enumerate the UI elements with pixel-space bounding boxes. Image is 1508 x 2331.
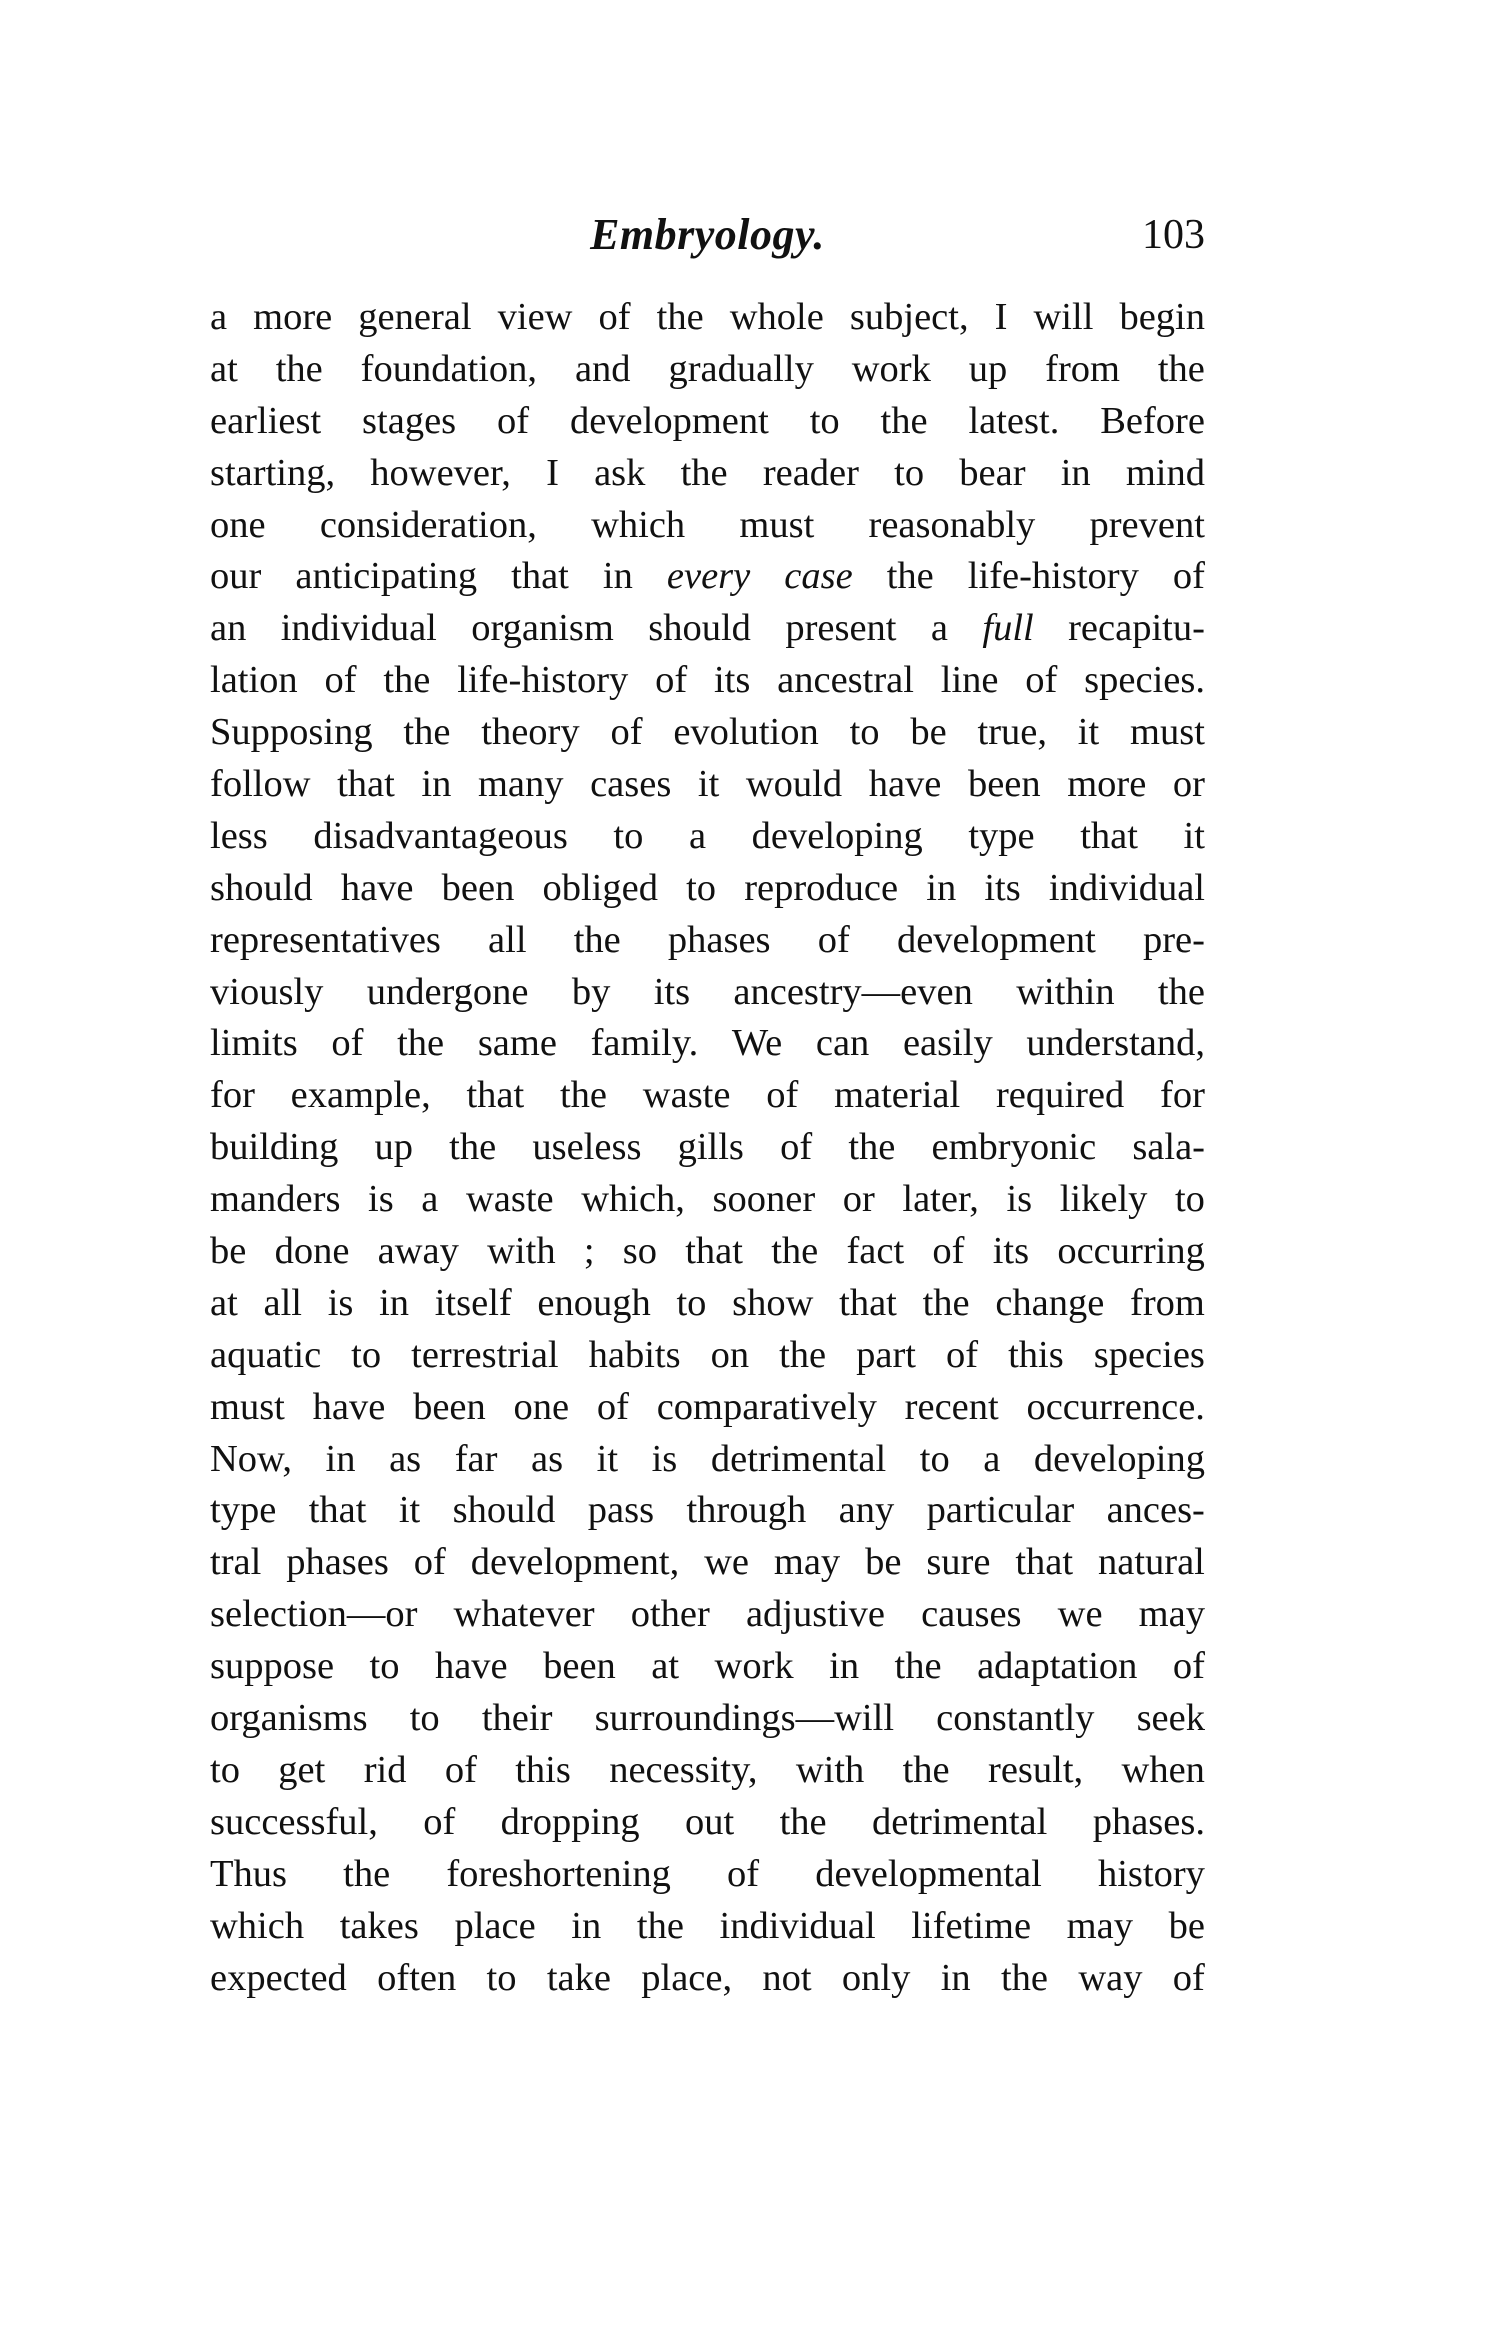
text-line: building up the useless gills of the embryonic sala- (210, 1126, 1205, 1169)
running-title: Embryology. (590, 210, 825, 259)
text-line: organisms to their surroundings—will constantly seek (210, 1697, 1205, 1740)
text-line: aquatic to terrestrial habits on the part of this species (210, 1333, 1205, 1376)
text-line: manders is a waste which, sooner or later, is likely to (210, 1178, 1205, 1221)
text-line: representatives all the phases of development pre- (210, 918, 1205, 961)
page-number: 103 (1142, 212, 1205, 258)
text-line: a more general view of the whole subject, I will begin (210, 296, 1205, 338)
text-line: at the foundation, and gradually work up from the (210, 347, 1205, 390)
text-line: suppose to have been at work in the adaptation of (210, 1645, 1205, 1688)
page-header (210, 205, 1205, 265)
body-text (210, 292, 1205, 2004)
text-line: less disadvantageous to a developing type that it (210, 814, 1205, 857)
text-line: lation of the life-history of its ancestral line of species. (210, 659, 1205, 702)
text-line: type that it should pass through any particular ances- (210, 1489, 1205, 1532)
text-line: Supposing the theory of evolution to be true, it must (210, 711, 1205, 754)
text-line: be done away with ; so that the fact of its occurring (210, 1230, 1205, 1273)
text-line: Thus the foreshortening of developmental history (210, 1852, 1205, 1895)
text-line: our anticipating that in every case the life-history of (210, 555, 1205, 598)
text-line: one consideration, which must reasonably prevent (210, 503, 1205, 546)
text-line: an individual organism should present a full recapitu- (210, 607, 1205, 650)
text-line: must have been one of comparatively recent occurrence. (210, 1385, 1205, 1428)
text-line: for example, that the waste of material required for (210, 1074, 1205, 1117)
text-line: which takes place in the individual lifetime may be (210, 1904, 1205, 1947)
text-line: limits of the same family. We can easily understand, (210, 1022, 1205, 1065)
text-line: should have been obliged to reproduce in its individual (210, 866, 1205, 909)
text-line: viously undergone by its ancestry—even within the (210, 970, 1205, 1013)
text-line: earliest stages of development to the latest. Before (210, 399, 1205, 442)
text-line: successful, of dropping out the detrimental phases. (210, 1800, 1205, 1843)
text-line: starting, however, I ask the reader to bear in mind (210, 451, 1205, 494)
text-line: selection—or whatever other adjustive causes we may (210, 1593, 1205, 1636)
text-line: expected often to take place, not only in the way of (210, 1956, 1205, 1999)
text-line: to get rid of this necessity, with the result, when (210, 1748, 1205, 1791)
text-line: follow that in many cases it would have been more or (210, 763, 1205, 806)
text-line: Now, in as far as it is detrimental to a developing (210, 1437, 1205, 1480)
text-line: at all is in itself enough to show that the change from (210, 1281, 1205, 1324)
text-line: tral phases of development, we may be sure that natural (210, 1541, 1205, 1584)
